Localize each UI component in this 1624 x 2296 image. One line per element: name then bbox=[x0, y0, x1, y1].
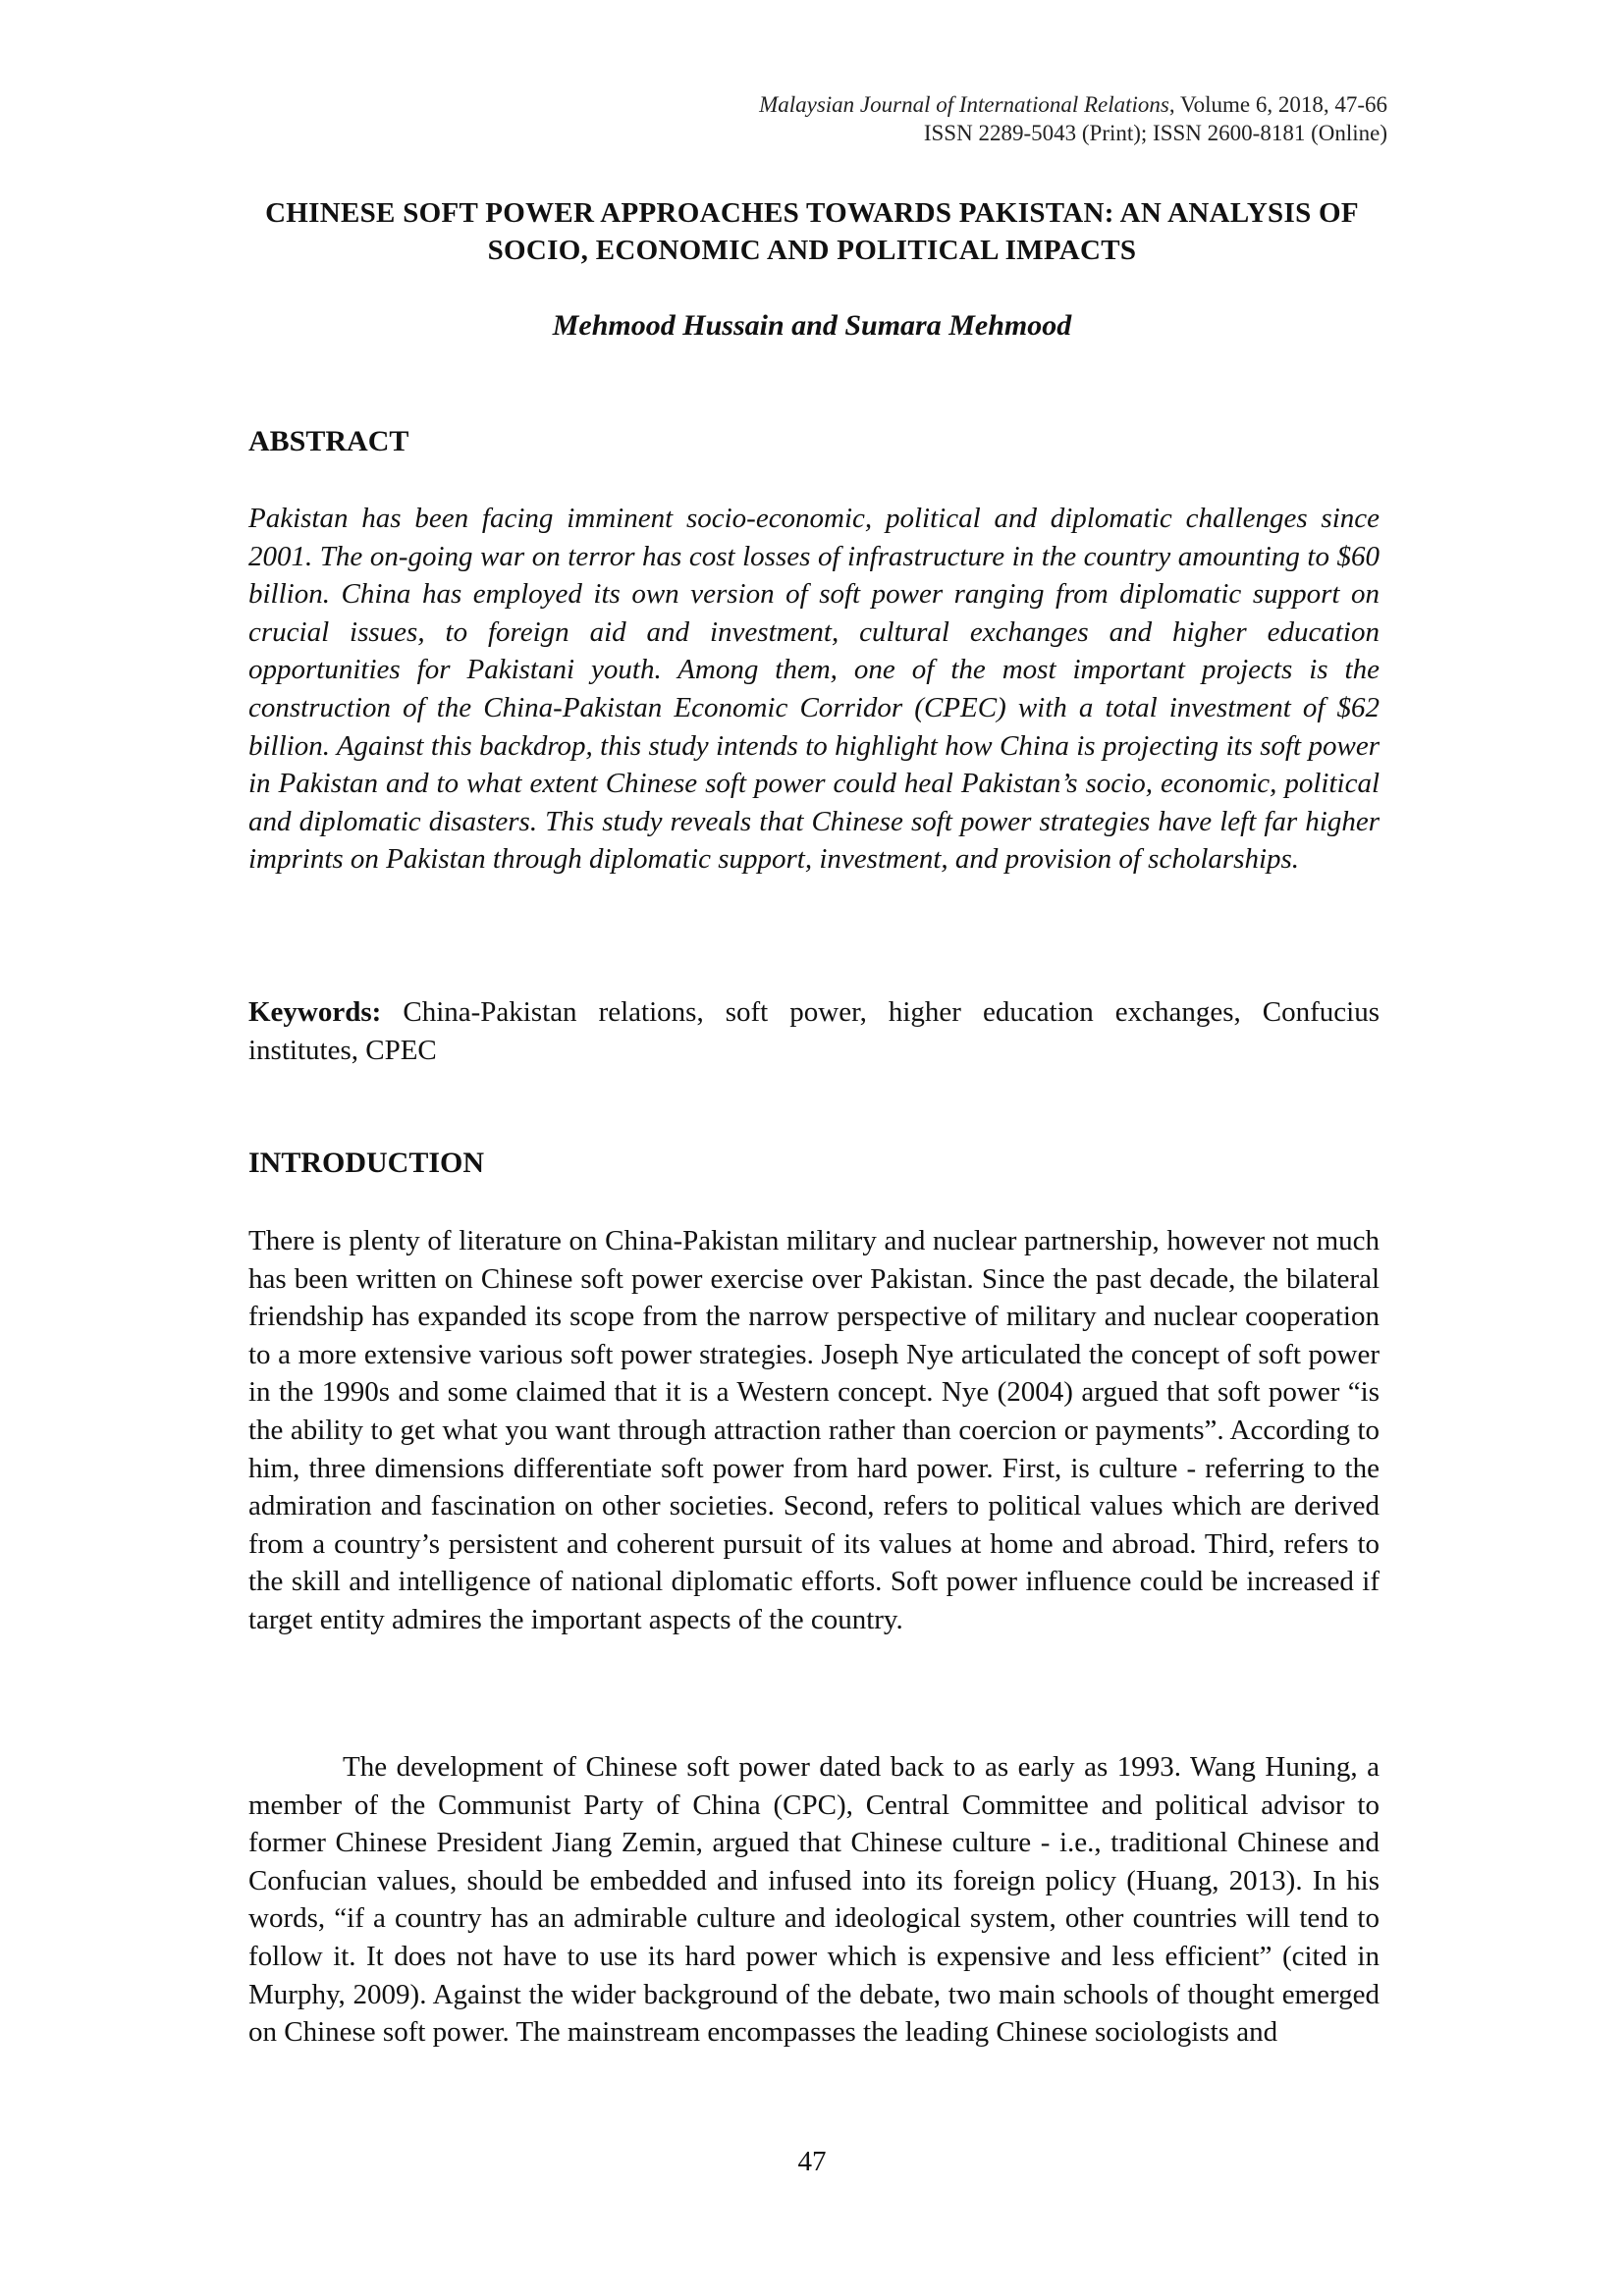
introduction-paragraph: There is plenty of literature on China-Pakistan military and nuclear partnership, however not much has been written on Chinese soft power exercise over Pakistan. Since the past decade, the bilateral friendship has expanded its scope from the narrow perspective of military and nuclear cooperation to a more extensive various soft power strategies. Joseph Nye articulated the concept of soft power in the 1990s and some claimed that it is a Western concept. Nye (2004) argued that soft power “is the ability to get what you want through attraction rather than coercion or payments”. According to him, three dimensions differentiate soft power from hard power. First, is culture - referring to the admiration and fascination on other societies. Second, refers to political values which are derived from a country’s persistent and coherent pursuit of its values at home and abroad. Third, refers to the skill and intelligence of national diplomatic efforts. Soft power influence could be increased if target entity admires the important aspects of the country. bbox=[248, 1225, 1380, 1635]
abstract-body: Pakistan has been facing imminent socio-economic, political and diplomatic challenges since 2001. The on-going war on terror has cost losses of infrastructure in the country amounting to $60 billion. China has employed its own version of soft power ranging from diplomatic support on crucial issues, to foreign aid and investment, cultural exchanges and higher education opportunities for Pakistani youth. Among them, one of the most important projects is the construction of the China-Pakistan Economic Corridor (CPEC) with a total investment of $62 billion. Against this backdrop, this study intends to highlight how China is projecting its soft power in Pakistan and to what extent Chinese soft power could heal Pakistan’s socio, economic, political and diplomatic disasters. This study reveals that Chinese soft power strategies have left far higher imprints on Pakistan through diplomatic support, investment, and provision of scholarships. bbox=[248, 503, 1380, 876]
abstract-heading: ABSTRACT bbox=[248, 425, 409, 457]
article-title: CHINESE SOFT POWER APPROACHES TOWARDS PAKISTAN: AN ANALYSIS OF SOCIO, ECONOMIC AND POLITICAL IMPACTS bbox=[265, 197, 1359, 266]
keywords-label: Keywords: bbox=[248, 996, 382, 1028]
journal-citation bbox=[504, 90, 1387, 119]
keywords-text: China-Pakistan relations, soft power, higher education exchanges, Confucius institutes, CPEC bbox=[248, 996, 1380, 1066]
article-authors: Mehmood Hussain and Sumara Mehmood bbox=[552, 309, 1072, 342]
volume-info: , Volume 6, 2018, 47-66 bbox=[1168, 92, 1387, 117]
issn-line: ISSN 2289-5043 (Print); ISSN 2600-8181 (Online) bbox=[923, 121, 1387, 145]
journal-name: Malaysian Journal of International Relations bbox=[759, 92, 1169, 117]
keywords-section bbox=[248, 993, 1380, 1069]
page-number: 47 bbox=[797, 2146, 827, 2177]
introduction-heading: INTRODUCTION bbox=[248, 1147, 485, 1179]
journal-header bbox=[504, 90, 1387, 147]
introduction-paragraph: The development of Chinese soft power dated back to as early as 1993. Wang Huning, a member of the Communist Party of China (CPC), Central Committee and political advisor to former Chinese President Jiang Zemin, argued that Chinese culture - i.e., traditional Chinese and Confucian values, should be embedded and infused into its foreign policy (Huang, 2013). In his words, “if a country has an admirable culture and ideological system, other countries will tend to follow it. It does not have to use its hard power which is expensive and less efficient” (cited in Murphy, 2009). Against the wider background of the debate, two main schools of thought emerged on Chinese soft power. The mainstream encompasses the leading Chinese sociologists and bbox=[248, 1751, 1380, 2049]
